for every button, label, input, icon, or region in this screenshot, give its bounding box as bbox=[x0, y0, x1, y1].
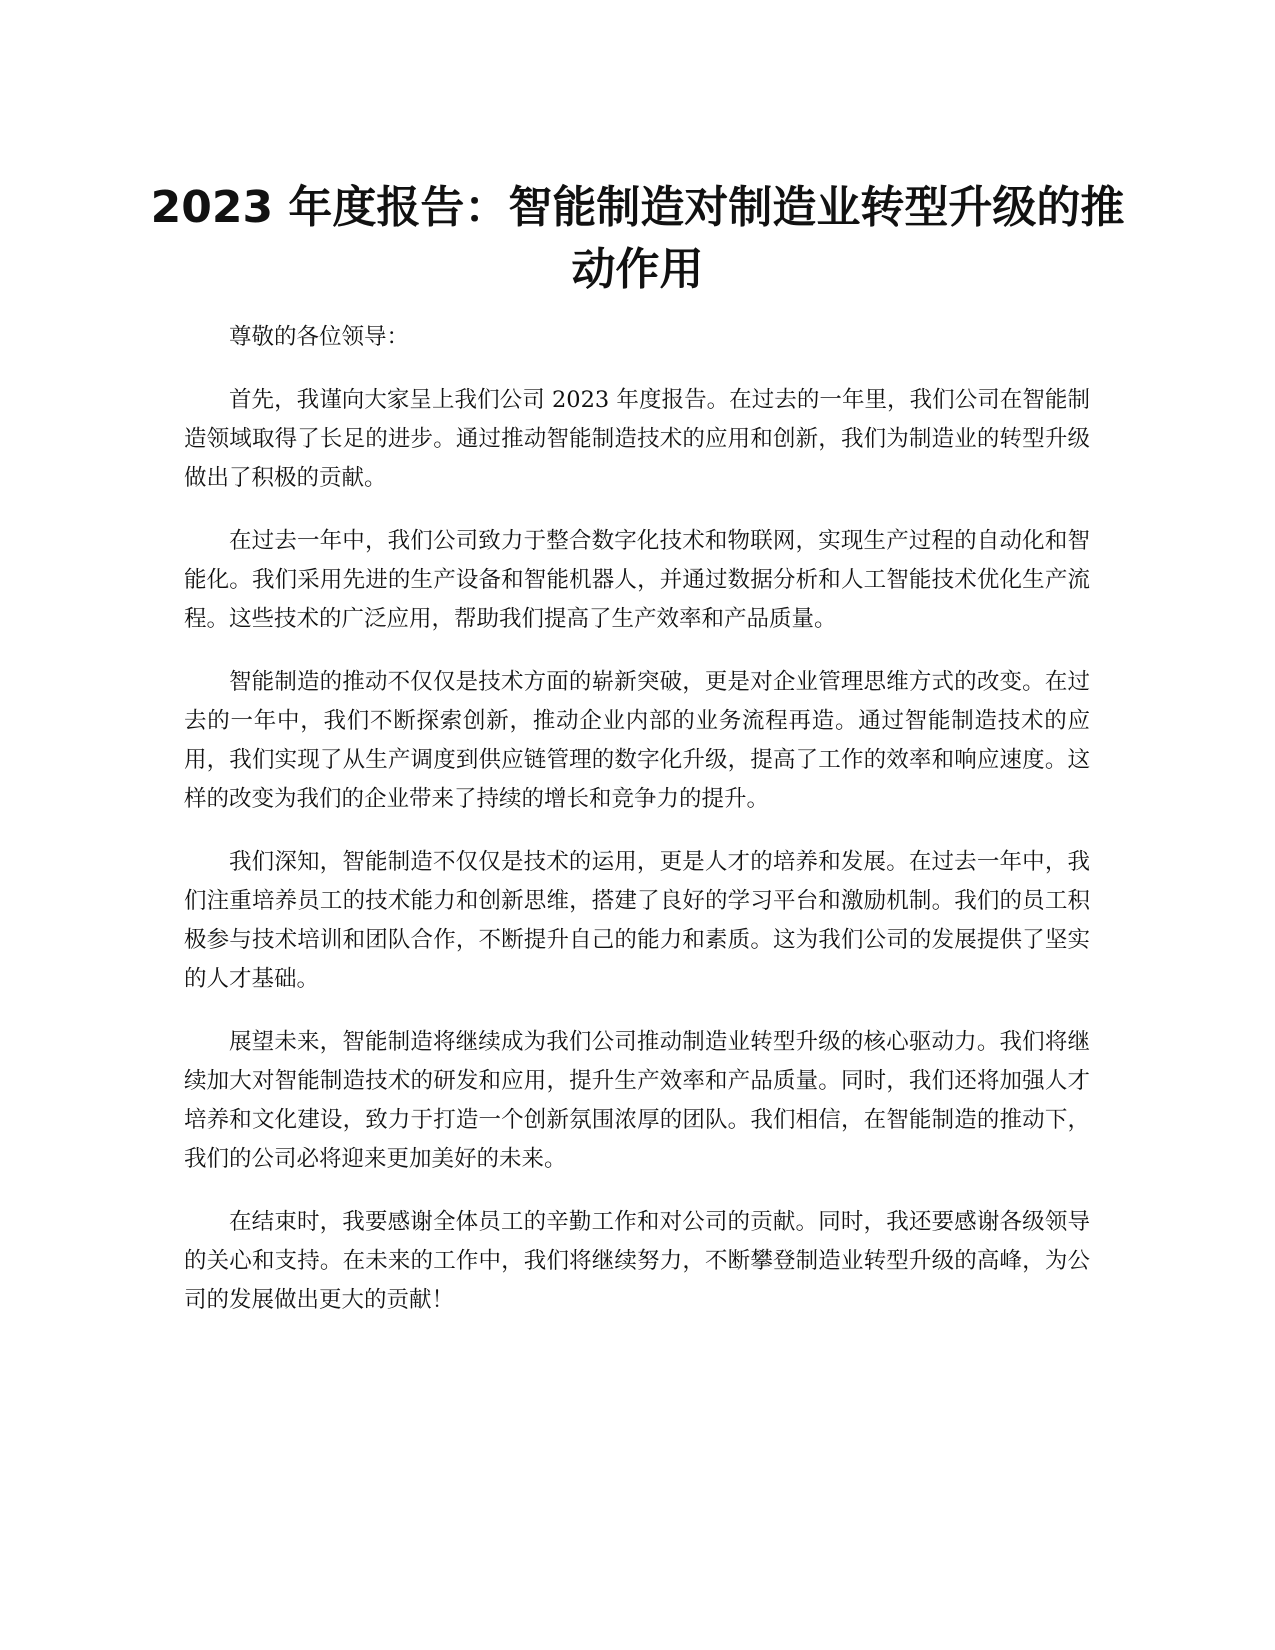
paragraph-3: 智能制造的推动不仅仅是技术方面的崭新突破，更是对企业管理思维方式的改变。在过去的一年中，我们不断探索创新，推动企业内部的业务流程再造。通过智能制造技术的应用，我们实现了从生产调度到供应链管理的数字化升级，提高了工作的效率和响应速度。这样的改变为我们的企业带来了持续的增长和竞争力的提升。 bbox=[184, 669, 1090, 812]
paragraph-5: 展望未来，智能制造将继续成为我们公司推动制造业转型升级的核心驱动力。我们将继续加大对智能制造技术的研发和应用，提升生产效率和产品质量。同时，我们还将加强人才培养和文化建设，致力于打造一个创新氛围浓厚的团队。我们相信，在智能制造的推动下，我们的公司必将迎来更加美好的未来。 bbox=[184, 1029, 1090, 1172]
paragraph-2: 在过去一年中，我们公司致力于整合数字化技术和物联网，实现生产过程的自动化和智能化。我们采用先进的生产设备和智能机器人，并通过数据分析和人工智能技术优化生产流程。这些技术的广泛应用，帮助我们提高了生产效率和产品质量。 bbox=[184, 528, 1090, 632]
paragraph-1: 首先，我谨向大家呈上我们公司 2023 年度报告。在过去的一年里，我们公司在智能制造领域取得了长足的进步。通过推动智能制造技术的应用和创新，我们为制造业的转型升级做出了积极的贡献。 bbox=[184, 387, 1090, 491]
document-title: 2023 年度报告：智能制造对制造业转型升级的推动作用 bbox=[150, 182, 1125, 296]
document-body bbox=[184, 318, 1090, 1344]
salutation: 尊敬的各位领导： bbox=[229, 324, 410, 350]
paragraph-6: 在结束时，我要感谢全体员工的辛勤工作和对公司的贡献。同时，我还要感谢各级领导的关心和支持。在未来的工作中，我们将继续努力，不断攀登制造业转型升级的高峰，为公司的发展做出更大的贡献！ bbox=[184, 1209, 1090, 1313]
paragraph-4: 我们深知，智能制造不仅仅是技术的运用，更是人才的培养和发展。在过去一年中，我们注重培养员工的技术能力和创新思维，搭建了良好的学习平台和激励机制。我们的员工积极参与技术培训和团队合作，不断提升自己的能力和素质。这为我们公司的发展提供了坚实的人才基础。 bbox=[184, 849, 1090, 992]
